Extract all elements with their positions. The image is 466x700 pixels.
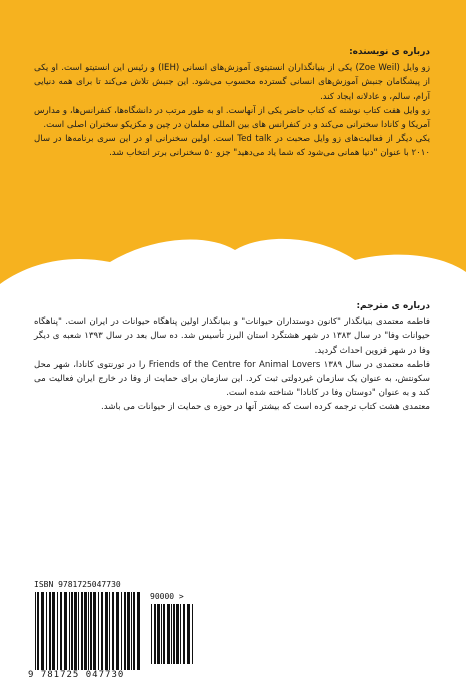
barcode-bar [109, 592, 110, 670]
barcode-bar [60, 592, 62, 670]
barcode-bar [116, 592, 119, 670]
cloud-wave-divider [0, 232, 466, 302]
barcode-bar [124, 592, 126, 670]
author-paragraph: زو وایل هفت کتاب نوشته که کتاب حاضر یکی از آنهاست. او به طور مرتب در دانشگاه‌ها، کنفرانس‌ها، و مدارس آمریکا و کانادا سخنرانی می‌کند و در کنفرانس های بین المللی معلمان در چین و مکزیکو سخنران اصلی است. [34, 105, 430, 131]
about-translator-heading: درباره ی مترجم: [356, 301, 430, 311]
translator-paragraph: معتمدی هشت کتاب ترجمه کرده است که بیشتر آنها در حوزه ی حمایت از حیوانات می باشد. [101, 402, 430, 413]
barcode-bar [180, 604, 181, 664]
barcode-bar [131, 592, 132, 670]
barcode-bar [112, 592, 114, 670]
about-author-section [34, 45, 430, 161]
barcode-digits: 9 781725 047730 [28, 670, 125, 680]
barcode-bar [74, 592, 77, 670]
barcode-bar [173, 604, 175, 664]
barcode-bar [64, 592, 67, 670]
price-barcode-bars [150, 604, 196, 664]
about-author-heading: درباره ی نویسنده: [349, 47, 430, 57]
author-paragraph: زو وایل (Zoe Weil) یکی از بنیانگذاران انستیتوی آموزش‌های انسانی (IEH) و رئیس این انستیتو است. او یکی از پیشگامان جنبش آموزش‌های انسانی گسترده محسوب می‌شود. این جنبش تلاش می‌کند تا برای همه دنیایی آرام، سالم، و عادلانه ایجاد کند. [34, 63, 430, 102]
barcode-bar [46, 592, 47, 670]
barcode-bar [81, 592, 83, 670]
barcode-bar [37, 592, 39, 670]
barcode-bar [90, 592, 92, 670]
barcode-bar [171, 604, 172, 664]
translator-paragraph: فاطمه معتمدی در سال ۱۳۸۹ Friends of the Centre for Animal Lovers را در تورنتوی کانادا، شهر محل سکونتش، به عنوان یک سازمان غیردولتی ثبت کرد. این سازمان برای حمایت از وفا در خارج ایران فعالیت می کند و به عنوان "دوستان وفا در کانادا" شناخته شده است. [34, 359, 430, 399]
barcode-bar [69, 592, 70, 670]
isbn-label: ISBN 9781725047730 [34, 580, 121, 589]
barcode-bar [57, 592, 58, 670]
barcode-bar [71, 592, 73, 670]
barcode-bar [163, 604, 165, 664]
barcode-bar [127, 592, 130, 670]
barcode-bar [98, 592, 99, 670]
ean-barcode-bars [34, 592, 140, 670]
barcode-bar [133, 592, 135, 670]
barcode-bar [154, 604, 156, 664]
barcode-bar [52, 592, 55, 670]
about-translator-section [34, 299, 430, 415]
barcode-bar [101, 592, 103, 670]
barcode-bar [183, 604, 185, 664]
barcode-bar [192, 604, 193, 664]
barcode-bar [41, 592, 44, 670]
barcode-bar [187, 604, 190, 664]
barcode-bar [35, 592, 36, 670]
barcode-bar [176, 604, 179, 664]
isbn-barcode [26, 580, 206, 684]
barcode-bar [121, 592, 122, 670]
barcode-bar [49, 592, 51, 670]
barcode-bar [161, 604, 162, 664]
barcode-bar [84, 592, 87, 670]
barcode-bar [151, 604, 152, 664]
barcode-bar [105, 592, 108, 670]
price-code-label: 90000 > [150, 592, 184, 601]
barcode-bar [78, 592, 79, 670]
barcode-bar [167, 604, 170, 664]
author-paragraph: یکی دیگر از فعالیت‌های زو وایل صحبت در Ted talk است. اولین سخنرانی او در این سری برنامه‌ها در سال ۲۰۱۰ با عنوان "دنیا همانی می‌شود که شما یاد می‌دهید" جزو ۵۰ سخنرانی برتر انتخاب شد. [34, 134, 430, 159]
barcode-bar [137, 592, 140, 670]
barcode-bar [157, 604, 160, 664]
translator-paragraph: فاطمه معتمدی بنیانگذار "کانون دوستداران حیوانات" و بنیانگذار اولین پناهگاه حیوانات در ایران است. "پناهگاه حیوانات وفا" در سال ۱۳۸۳ در شهر هشتگرد استان البرز تأسیس شد. ده سال بعد در سال ۱۳۹۳ شعبه ی دیگر وفا در شهر قزوین احداث گردید. [34, 317, 430, 356]
barcode-bar [88, 592, 89, 670]
barcode-bar [93, 592, 96, 670]
